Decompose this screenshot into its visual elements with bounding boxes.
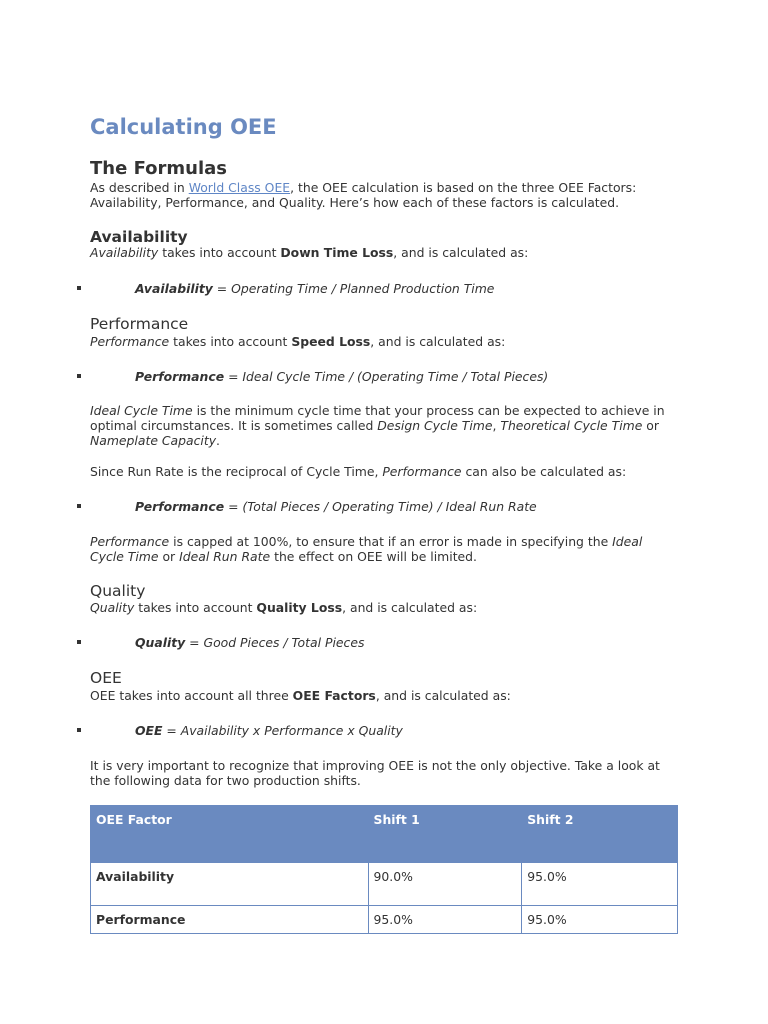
table-row <box>91 906 678 934</box>
table-cell: Availability <box>91 863 369 906</box>
bullet-icon <box>77 374 81 378</box>
heading-oee: OEE <box>90 669 122 687</box>
performance-description: Performance takes into account Speed Loss, and is calculated as: <box>90 334 506 349</box>
run-rate-paragraph: Since Run Rate is the reciprocal of Cycle Time, Performance can also be calculated as: <box>90 464 627 479</box>
world-class-oee-link[interactable]: World Class OEE <box>188 180 291 195</box>
bullet-icon <box>77 640 81 644</box>
oee-note-paragraph: It is very important to recognize that improving OEE is not the only objective. Take a look at the following data for two production shifts. <box>90 758 660 788</box>
table-header-row <box>91 806 678 863</box>
bullet-icon <box>77 504 81 508</box>
section-heading-formulas: The Formulas <box>90 158 227 179</box>
table-header-cell: Shift 1 <box>368 806 522 863</box>
table-cell: 95.0% <box>522 863 678 906</box>
bullet-icon <box>77 286 81 290</box>
page-title: Calculating OEE <box>90 115 277 139</box>
heading-performance: Performance <box>90 315 189 333</box>
table-row <box>91 863 678 906</box>
table-cell: Performance <box>91 906 369 934</box>
heading-quality: Quality <box>90 582 146 600</box>
table-header-cell: OEE Factor <box>91 806 369 863</box>
table-header-cell: Shift 2 <box>522 806 678 863</box>
performance-cap-paragraph: Performance is capped at 100%, to ensure that if an error is made in specifying the Ideal Cycle Time or Ideal Run Rate the effect on OEE will be limited. <box>90 534 643 564</box>
oee-description: OEE takes into account all three OEE Factors, and is calculated as: <box>90 688 511 703</box>
availability-description: Availability takes into account Down Time Loss, and is calculated as: <box>90 245 529 260</box>
heading-availability: Availability <box>90 228 188 246</box>
table-cell: 95.0% <box>522 906 678 934</box>
table-cell: 95.0% <box>368 906 522 934</box>
table-cell: 90.0% <box>368 863 522 906</box>
intro-paragraph: As described in World Class OEE, the OEE calculation is based on the three OEE Factors: Availability, Performance, and Quality. Here’s how each of these factors is calculated. <box>90 180 637 210</box>
quality-description: Quality takes into account Quality Loss, and is calculated as: <box>90 600 478 615</box>
ideal-cycle-time-paragraph: Ideal Cycle Time is the minimum cycle time that your process can be expected to achieve in optimal circumstances. It is sometimes called Design Cycle Time, Theoretical Cycle Time or Nameplate Capacity. <box>90 403 665 448</box>
bullet-icon <box>77 728 81 732</box>
shift-comparison-table <box>90 805 678 934</box>
